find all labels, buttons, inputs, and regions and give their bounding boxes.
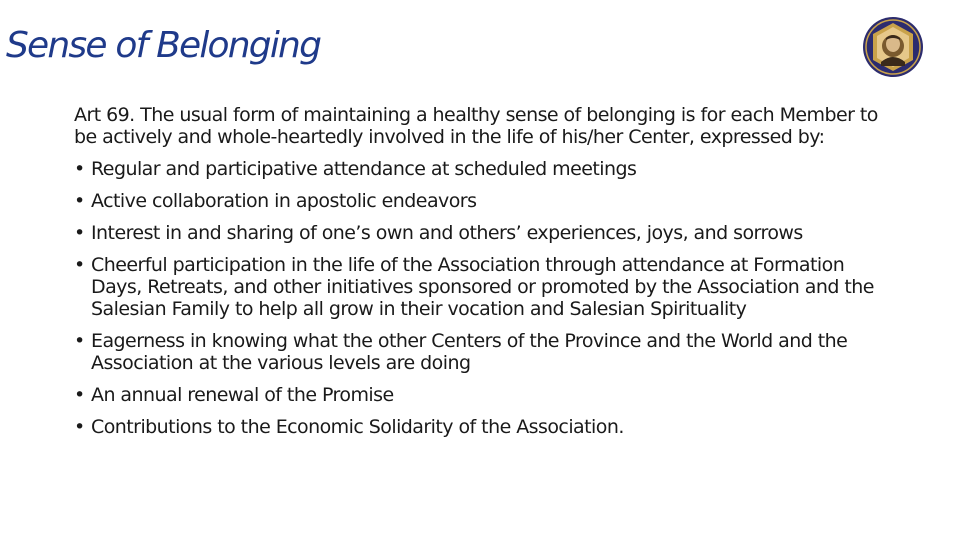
- list-item: [74, 330, 884, 374]
- slide-title: Sense of Belonging: [6, 25, 321, 66]
- association-emblem-icon: [862, 16, 924, 78]
- article-intro: Art 69. The usual form of maintaining a healthy sense of belonging is for each Member to be actively and whole-heartedly involved in the life of his/her Center, expressed by:: [74, 104, 878, 148]
- list-item: [74, 222, 884, 244]
- bullet-icon: •: [74, 158, 85, 180]
- list-item-text: Interest in and sharing of one’s own and others’ experiences, joys, and sorrows: [91, 222, 803, 244]
- list-item-text: Active collaboration in apostolic endeavors: [91, 190, 477, 212]
- bullet-icon: •: [74, 384, 85, 406]
- list-item: [74, 416, 884, 438]
- list-item: [74, 254, 884, 320]
- bullet-icon: •: [74, 416, 85, 438]
- bullet-icon: •: [74, 190, 85, 212]
- list-item-text: Eagerness in knowing what the other Centers of the Province and the World and the Association at the various levels are doing: [91, 330, 848, 374]
- bullet-icon: •: [74, 222, 85, 244]
- article-body: [74, 104, 884, 438]
- list-item-text: An annual renewal of the Promise: [91, 384, 394, 406]
- list-item-text: Cheerful participation in the life of the Association through attendance at Formation Days, Retreats, and other initiatives sponsored or promoted by the Association and the Salesian Family to help all grow in their vocation and Salesian Spirituality: [91, 254, 874, 320]
- list-item-text: Regular and participative attendance at scheduled meetings: [91, 158, 637, 180]
- list-item: [74, 190, 884, 212]
- list-item-text: Contributions to the Economic Solidarity of the Association.: [91, 416, 624, 438]
- list-item: [74, 384, 884, 406]
- bullet-icon: •: [74, 330, 85, 352]
- list-item: [74, 158, 884, 180]
- bullet-list: [74, 158, 884, 438]
- bullet-icon: •: [74, 254, 85, 276]
